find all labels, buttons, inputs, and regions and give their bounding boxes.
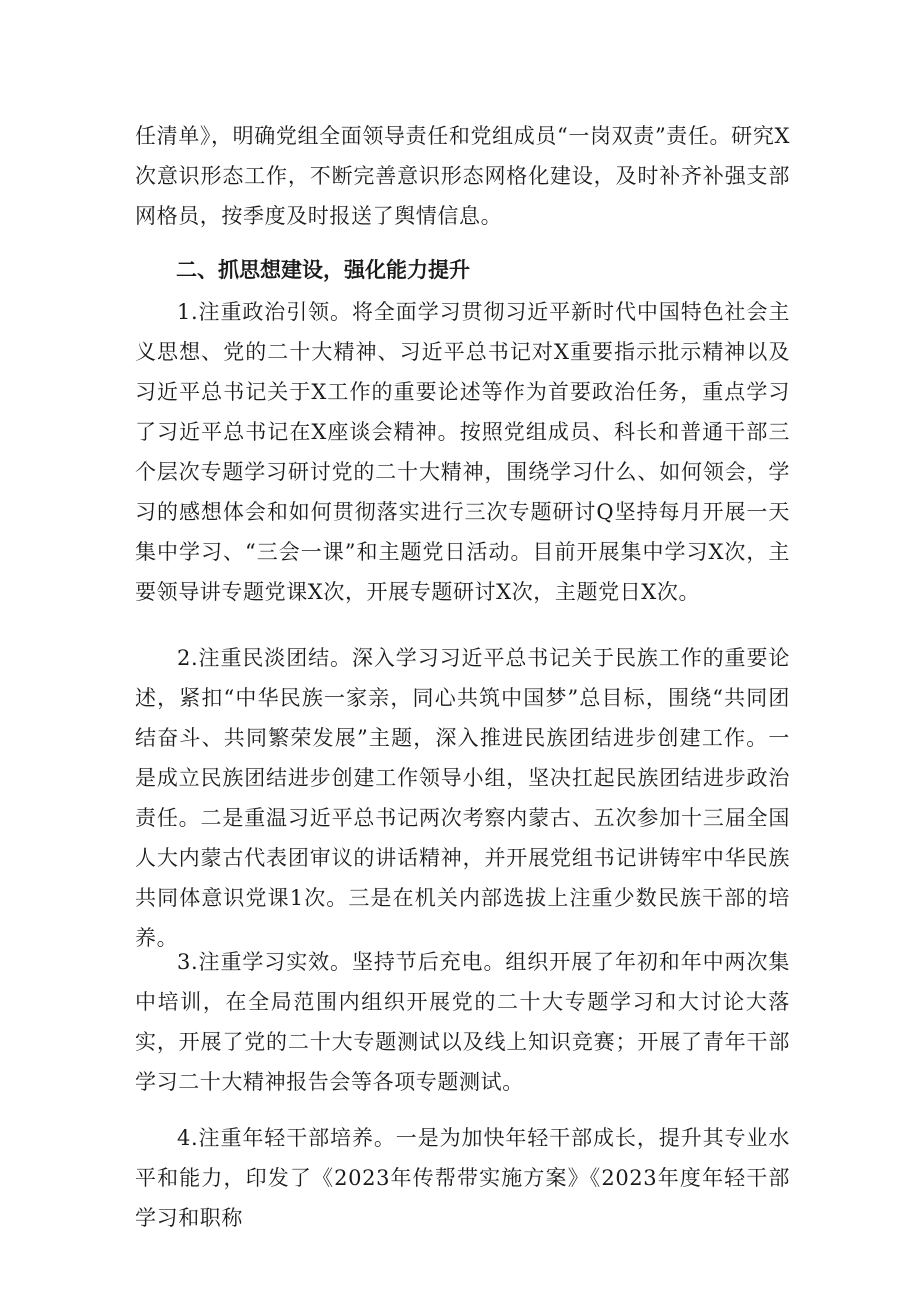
section-heading: 二、抓思想建设，强化能力提升	[176, 258, 470, 282]
paragraph-continuation: 任清单》，明确党组全面领导责任和党组成员“一岗双责”责任。研究X次意识形态工作，不断完善意识形态网格化建设，及时补齐补强支部网格员，按季度及时报送了舆情信息。	[135, 124, 790, 228]
paragraph-young-cadres: 4.注重年轻干部培养。一是为加快年轻干部成长，提升其专业水平和能力，印发了《2023年传帮带实施方案》《2023年度年轻干部学习和职称	[135, 1126, 790, 1230]
paragraph-political-guidance: 1.注重政治引领。将全面学习贯彻习近平新时代中国特色社会主义思想、党的二十大精神、习近平总书记对X重要指示批示精神以及习近平总书记关于X工作的重要论述等作为首要政治任务，重点学习了习近平总书记在X座谈会精神。按照党组成员、科长和普通干部三个层次专题学习研讨党的二十大精神，围绕学习什么、如何领会，学习的感想体会和如何贯彻落实进行三次专题研讨Q坚持每月开展一天集中学习、“三会一课”和主题党日活动。目前开展集中学习X次，主要领导讲专题党课X次，开展专题研讨X次，主题党日X次。	[135, 300, 790, 604]
paragraph-ethnic-unity: 2.注重民淡团结。深入学习习近平总书记关于民族工作的重要论述，紧扣“中华民族一家亲，同心共筑中国梦”总目标，围绕“共同团结奋斗、共同繁荣发展”主题，深入推进民族团结进步创建工作。一是成立民族团结进步创建工作领导小组，坚决扛起民族团结进步政治责任。二是重温习近平总书记两次考察内蒙古、五次参加十三届全国人大内蒙古代表团审议的讲话精神，并开展党组书记讲铸牢中华民族共同体意识党课1次。三是在机关内部选拔上注重少数民族干部的培养。	[135, 646, 790, 950]
paragraph-learning-results: 3.注重学习实效。坚持节后充电。组织开展了年初和年中两次集中培训，在全局范围内组织开展党的二十大专题学习和大讨论大落实，开展了党的二十大专题测试以及线上知识竞赛；开展了青年干部学习二十大精神报告会等各项专题测试。	[135, 950, 790, 1094]
